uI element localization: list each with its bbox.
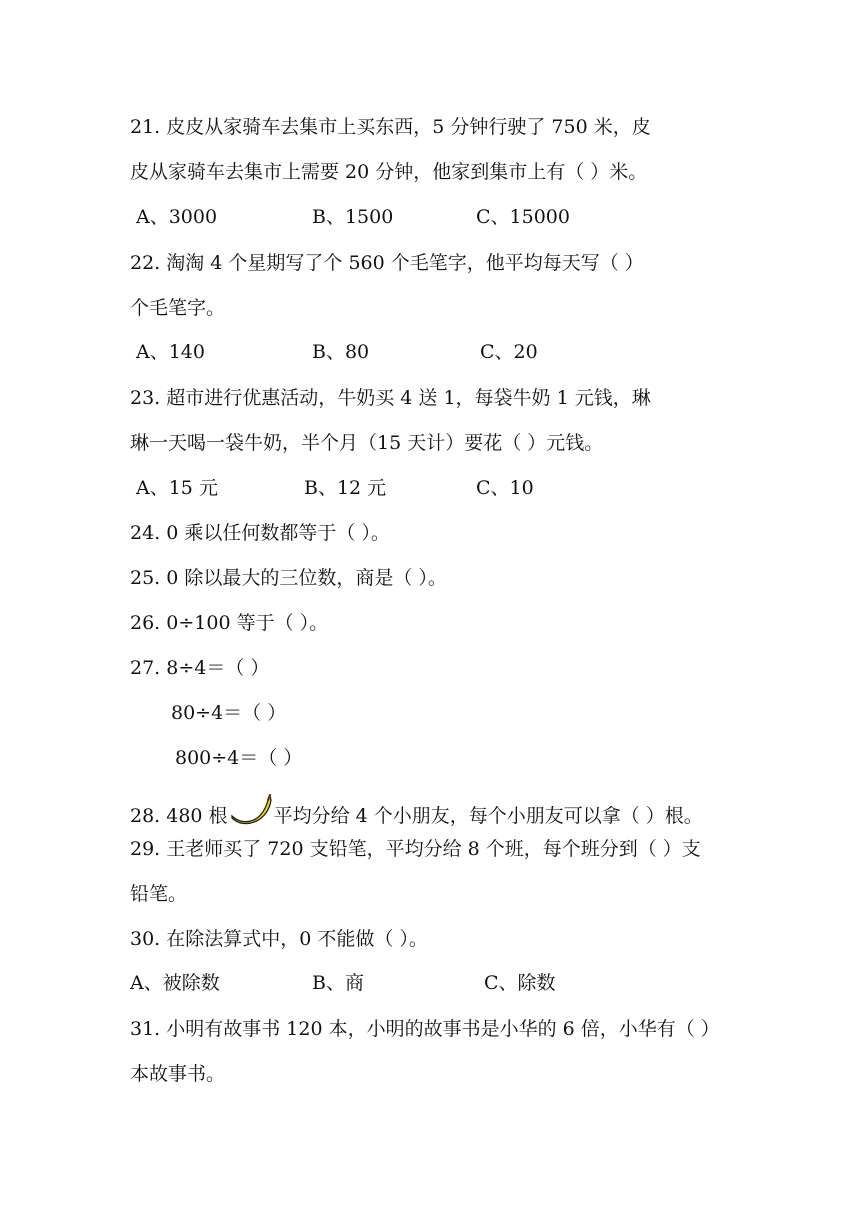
q21-option-c: C、15000 [476,206,570,228]
q21-line1: 21. 皮皮从家骑车去集市上买东西，5 分钟行驶了 750 米，皮 [130,116,651,138]
q21-option-b: B、1500 [312,206,394,228]
q23-line2: 琳一天喝一袋牛奶，半个月（15 天计）要花（ ）元钱。 [130,432,604,454]
q23-option-b: B、12 元 [304,477,387,499]
q23-option-c: C、10 [476,477,534,499]
q23-option-a: A、15 元 [136,477,218,499]
q30-option-a: A、被除数 [130,972,220,994]
q28-text-after: 平均分给 4 个小朋友，每个小朋友可以拿（ ）根。 [273,805,703,827]
q27-line2: 80÷4＝（ ） [171,702,287,724]
q25-line: 25. 0 除以最大的三位数，商是（ ）。 [130,567,447,589]
banana-icon [230,794,272,832]
q31-line1: 31. 小明有故事书 120 本，小明的故事书是小华的 6 倍，小华有（ ） [130,1018,720,1040]
q22-option-b: B、80 [312,341,370,363]
q28-line [130,794,703,832]
q30-option-c: C、除数 [484,972,556,994]
q30-option-b: B、商 [312,972,364,994]
q29-line1: 29. 王老师买了 720 支铅笔，平均分给 8 个班，每个班分到（ ）支 [130,838,701,860]
q22-line1: 22. 淘淘 4 个星期写了个 560 个毛笔字，他平均每天写（ ） [130,252,644,274]
q29-line2: 铅笔。 [130,883,188,905]
q27-line1: 27. 8÷4＝（ ） [130,657,270,679]
q21-option-a: A、3000 [136,206,218,228]
q24-line: 24. 0 乘以任何数都等于（ ）。 [130,522,390,544]
q31-line2: 本故事书。 [130,1063,226,1085]
q27-line3: 800÷4＝（ ） [175,747,303,769]
q22-line2: 个毛笔字。 [130,297,226,319]
q26-line: 26. 0÷100 等于（ ）。 [130,612,329,634]
q22-option-a: A、140 [136,341,205,363]
q23-line1: 23. 超市进行优惠活动，牛奶买 4 送 1，每袋牛奶 1 元钱，琳 [130,387,651,409]
q28-text-before: 28. 480 根 [130,805,228,827]
q30-line1: 30. 在除法算式中，0 不能做（ ）。 [130,928,428,950]
q22-option-c: C、20 [480,341,538,363]
q21-line2: 皮从家骑车去集市上需要 20 分钟，他家到集市上有（ ）米。 [130,161,648,183]
